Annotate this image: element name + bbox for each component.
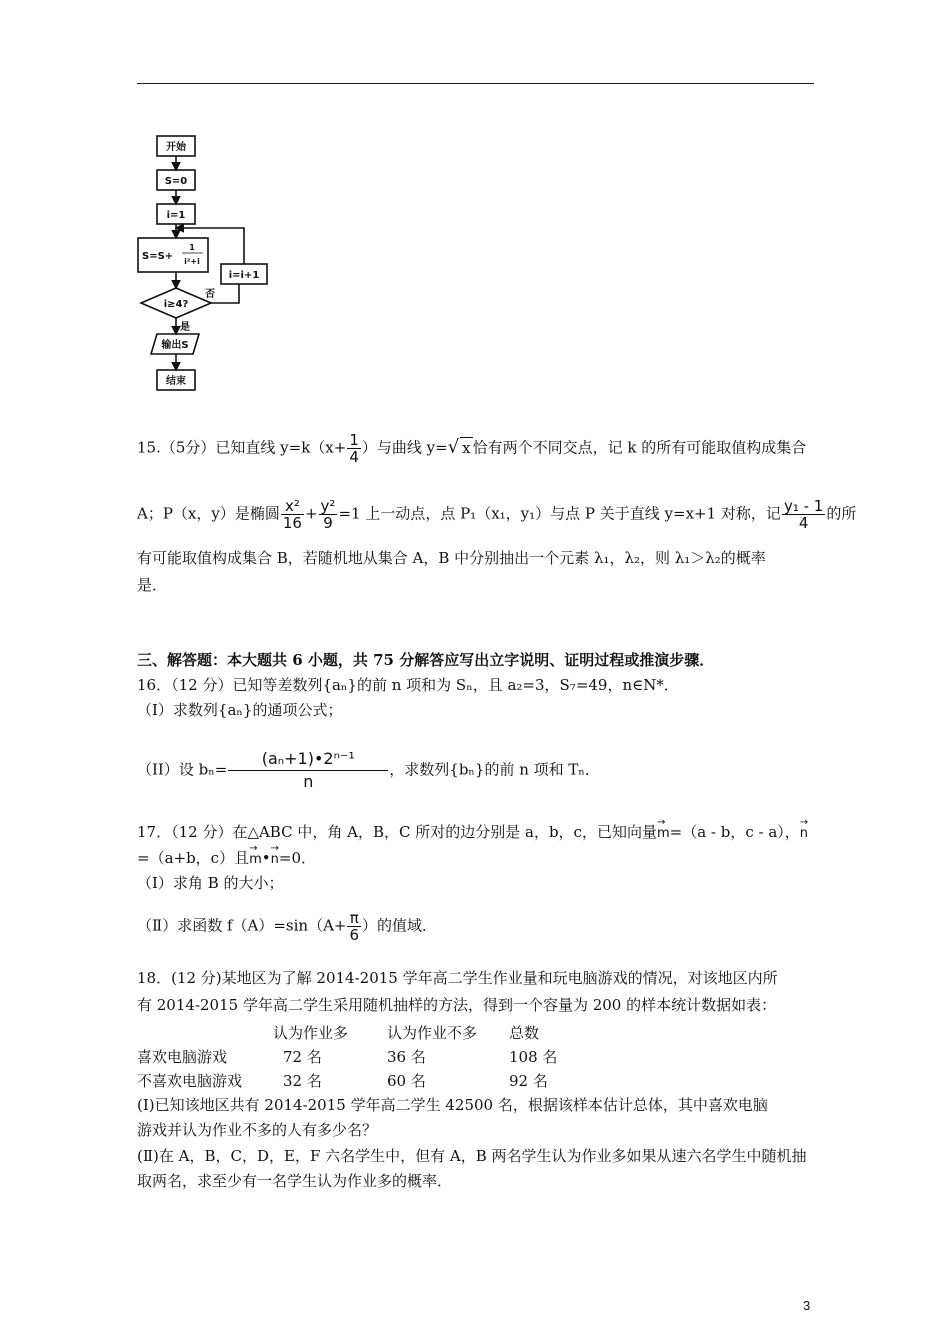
vector-n: → n (800, 824, 808, 844)
init-i-label: i=1 (166, 210, 186, 221)
vector-n-dot: → n (271, 850, 279, 870)
table-cell (137, 1020, 273, 1044)
table-cell: 总数 (509, 1023, 540, 1042)
header-rule (137, 83, 814, 84)
q18-line4: 游戏并认为作业不多的人有多少名？ (137, 1121, 378, 1139)
table-cell: 92 名 (509, 1071, 548, 1090)
table-header-row (137, 1020, 589, 1044)
table-cell: 72 名 (283, 1047, 322, 1066)
table-cell: 32 名 (283, 1071, 322, 1090)
q18-line1: 18．(12 分)某地区为了解 2014-2015 学年高二学生作业量和玩电脑游戏的情况，对该地区内所 (137, 969, 778, 987)
no-label: 否 (205, 289, 215, 300)
flowchart (135, 132, 275, 392)
q15-line1: 15.（5分）已知直线 y=k（x+ $\frac{1}{4}$ ）与曲线 y=√ x 恰有两个不同交点，记 k 的所有可能取值构成集合 (137, 431, 807, 466)
q17-line2: =（a+b，c）且→ m•→ n=0． (137, 848, 316, 870)
update-s-num: 1 (189, 243, 195, 252)
q15-line4: 是． (137, 576, 168, 594)
page-number: 3 (803, 1298, 811, 1313)
output-label: 输出S (161, 340, 189, 351)
table-cell: 认为作业不多 (387, 1023, 478, 1042)
end-label: 结束 (166, 376, 186, 387)
q17-line4: （Ⅱ）求函数 f（A）=sin（A+ $\frac{\pi}{6}$ ）的值域． (137, 909, 438, 944)
stats-table (137, 1020, 589, 1092)
table-cell: 认为作业多 (273, 1023, 349, 1042)
q17-line1: 17．（12 分）在△ABC 中，角 A，B，C 所对的边分别是 a，b，c，已知向量→ m=（a - b，c - a），→ n (137, 822, 808, 844)
q18-line6: 取两名，求至少有一名学生认为作业多的概率． (137, 1172, 453, 1190)
update-s-den: i²+i (184, 257, 200, 266)
update-s-prefix: S=S+ (142, 251, 174, 262)
table-cell: 喜欢电脑游戏 (137, 1047, 228, 1066)
q16-line2: （I）求数列{aₙ}的通项公式； (137, 701, 343, 719)
q16-line3: （II）设 bₙ= $\frac{\text{(aₙ+1)•2ⁿ⁻¹}}{n}$ ，求数列{bₙ}的前 n 项和 Tₙ． (137, 749, 600, 791)
table-cell: 不喜欢电脑游戏 (137, 1071, 243, 1090)
vector-m: → m (657, 824, 670, 844)
section3-heading: 三、解答题：本大题共 6 小题，共 75 分解答应写出立字说明、证明过程或推演步骤． (137, 651, 715, 669)
init-s-label: S=0 (164, 176, 188, 187)
table-row (137, 1044, 589, 1068)
q18-line3: (I)已知该地区共有 2014-2015 学年高二学生 42500 名，根据该样本估计总体，其中喜欢电脑 (137, 1096, 768, 1114)
update-i-label: i=i+1 (228, 270, 260, 281)
q15-line2: A；P（x，y）是椭圆 $\frac{\text{x²}}{16}$ + $\frac{\text{y²}}{9}$ =1 上一动点，点 P₁（x₁，y₁）与点 P 关于直线 y=x+1 对称，记 $\frac{\text{y₁ - 1}}{4}$ 的所 (137, 497, 857, 532)
q18-line2: 有 2014-2015 学年高二学生采用随机抽样的方法，得到一个容量为 200 的样本统计数据如表： (137, 996, 777, 1014)
q16-line1: 16．（12 分）已知等差数列{aₙ}的前 n 项和为 Sₙ，且 a₂=3，S₇=49，n∈N*． (137, 676, 679, 694)
start-label: 开始 (166, 142, 186, 153)
q18-line5: (Ⅱ)在 A，B，C，D，E，F 六名学生中，但有 A，B 两名学生认为作业多如果从速六名学生中随机抽 (137, 1147, 807, 1165)
table-cell: 36 名 (387, 1047, 426, 1066)
q15-line3: 有可能取值构成集合 B，若随机地从集合 A，B 中分别抽出一个元素 λ₁，λ₂，则 λ₁＞λ₂的概率 (137, 549, 766, 567)
condition-label: i≥4? (163, 299, 189, 310)
q17-line3: （Ⅰ）求角 B 的大小； (137, 874, 284, 892)
table-cell: 60 名 (387, 1071, 426, 1090)
yes-label: 是 (180, 322, 190, 333)
table-row (137, 1068, 589, 1092)
table-cell: 108 名 (509, 1047, 558, 1066)
vector-m-dot: → m (249, 850, 262, 870)
